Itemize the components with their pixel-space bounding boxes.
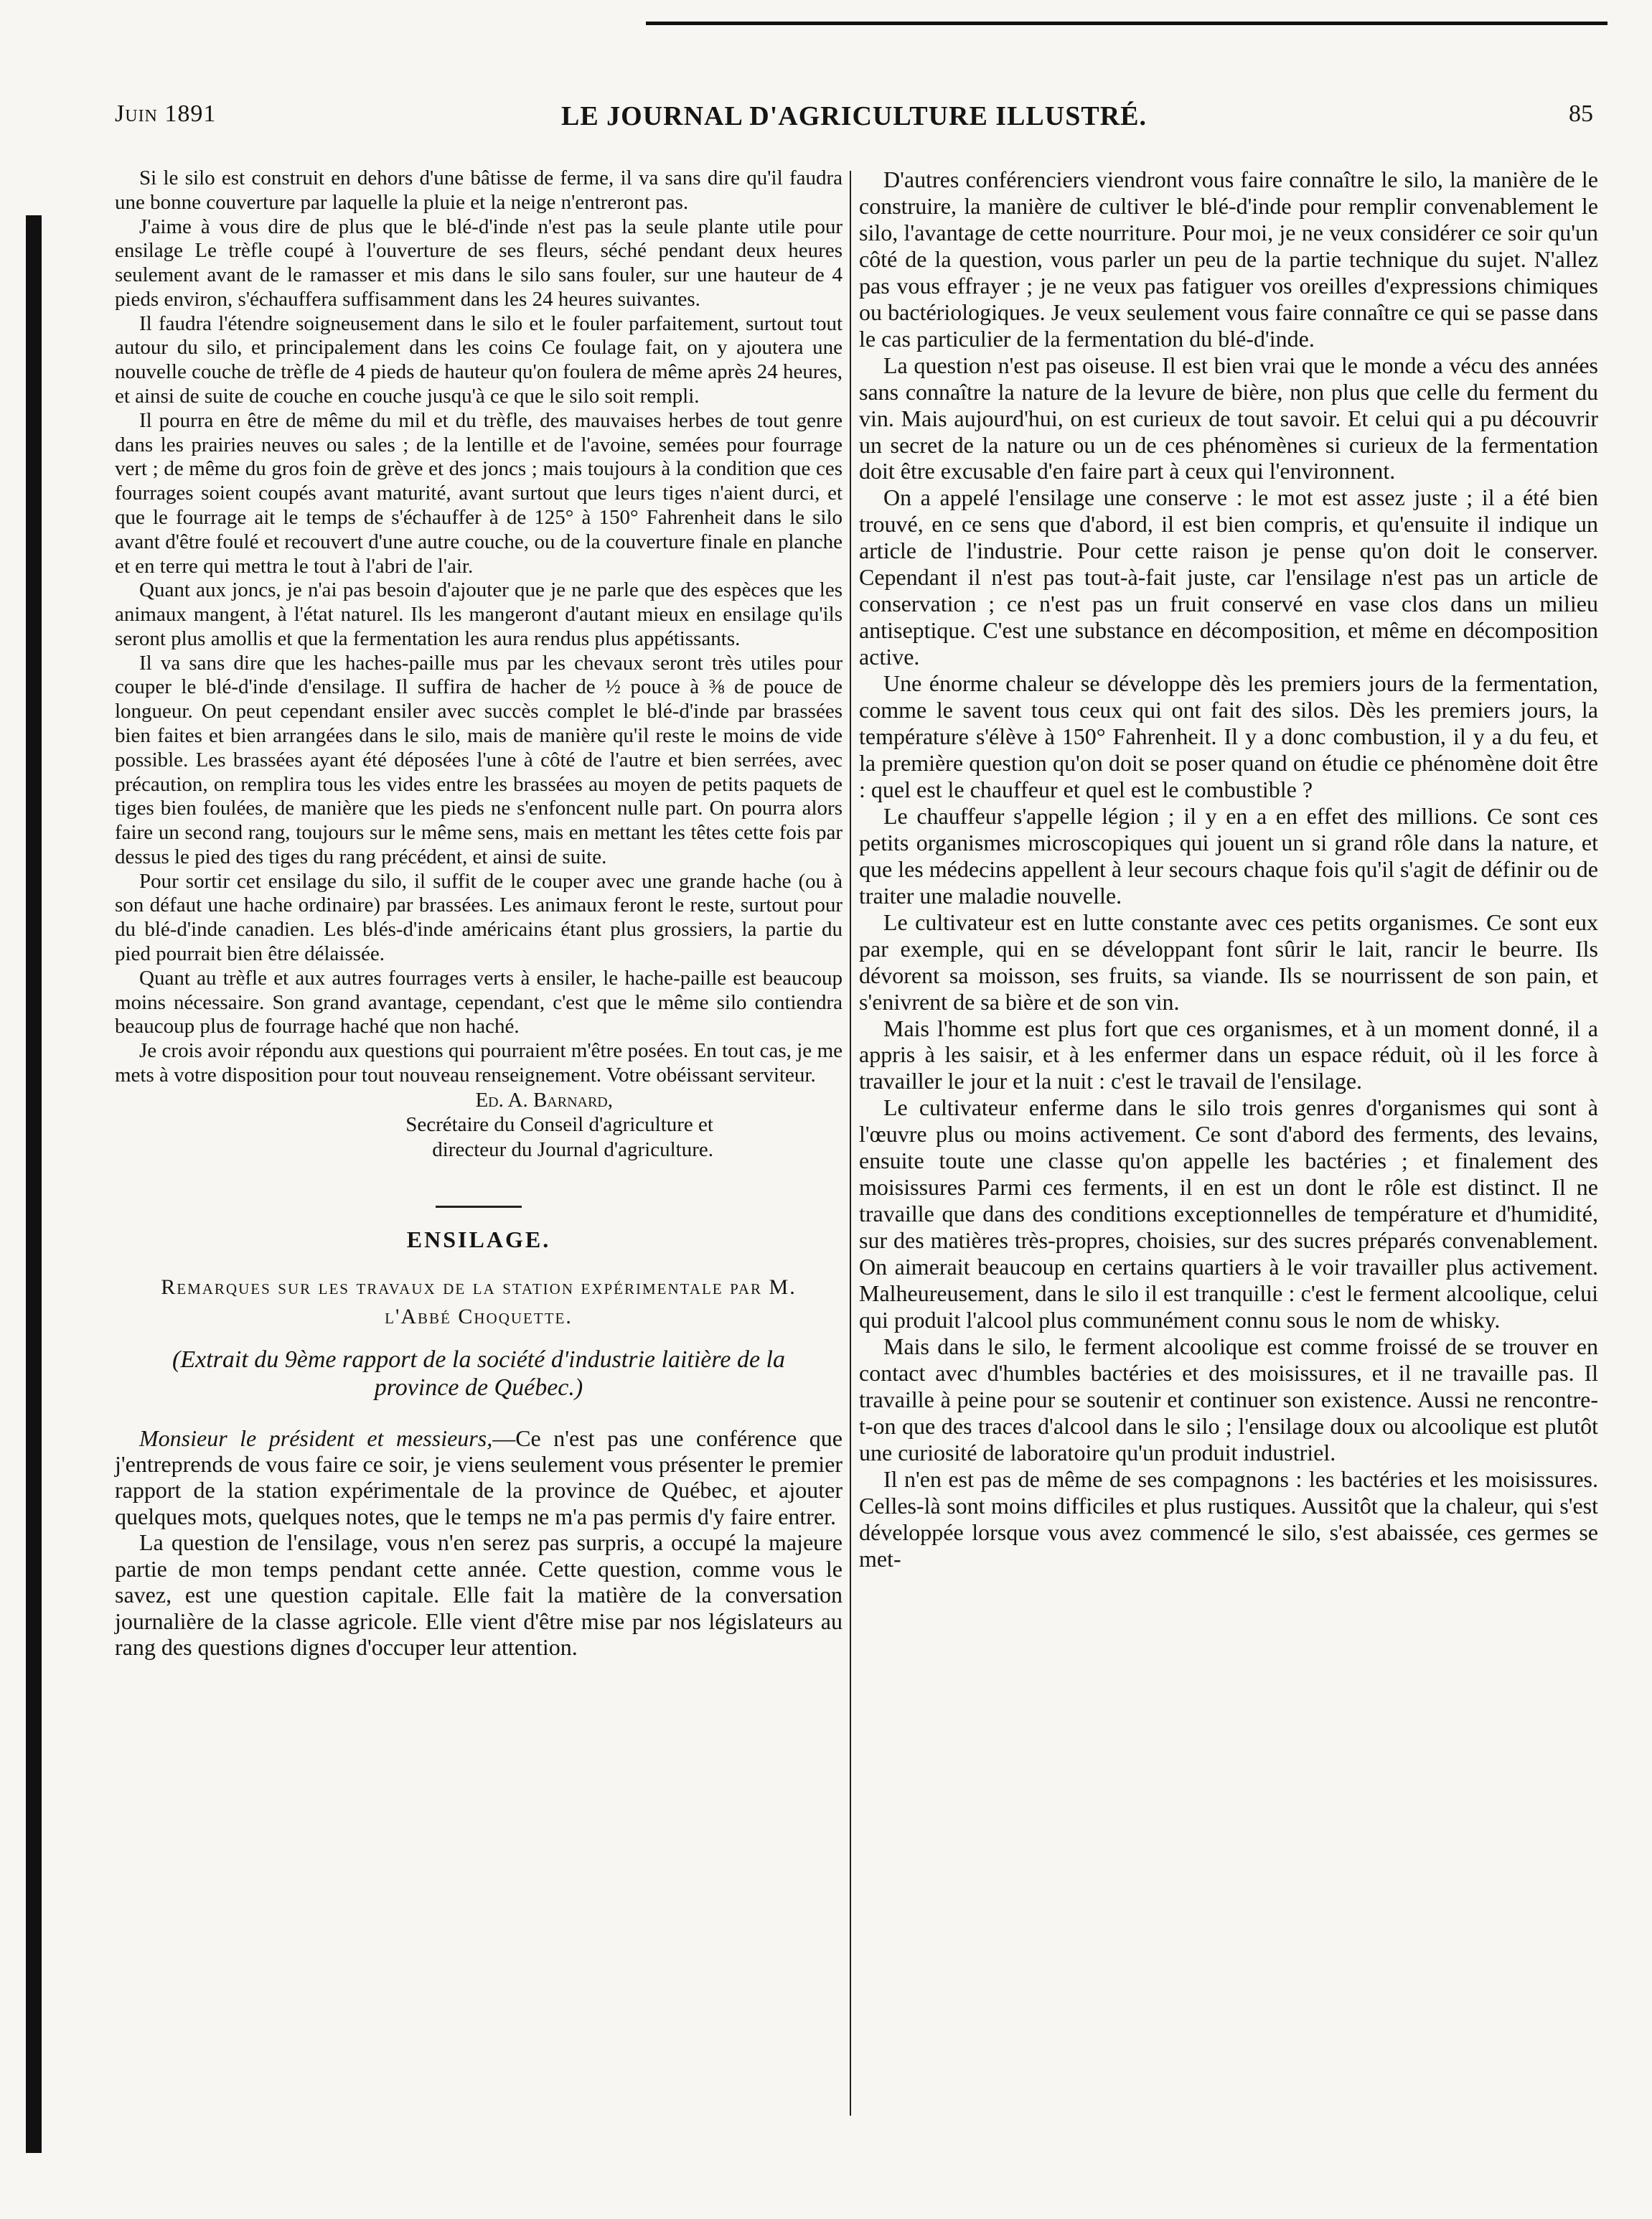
paragraph: Si le silo est construit en dehors d'une bâtisse de ferme, il va sans dire qu'il faudra une bonne couverture par laquelle la pluie et la neige n'entreront pas.	[115, 166, 843, 214]
signature-name: Ed. A. Barnard,	[475, 1088, 613, 1112]
paragraph: D'autres conférenciers viendront vous faire connaître le silo, la manière de le construire, la manière de cultiver le blé-d'inde pour remplir convenablement le silo, l'avantage de cette nourriture. Pour moi, je ne veux considérer ce soir qu'un côté de la question, vous parler un peu de la partie technique du sujet. N'allez pas vous effrayer ; je ne veux pas fatiguer vos oreilles d'expressions chimiques ou bactériologiques. Je veux seulement vous faire connaître ce qui se passe dans le cas particulier de la fermentation du blé-d'inde.	[859, 166, 1598, 352]
paragraph: Le cultivateur enferme dans le silo trois genres d'organismes qui sont à l'œuvre plus ou moins activement. Ce sont d'abord des ferments, des levains, ensuite toute une classe qu'on appelle les bactéries ; et finalement des moisissures Parmi ces ferments, il en est un dont le rôle est distinct. Il ne travaille que dans des conditions exceptionnelles de température et d'humidité, sur des matières très-propres, choisies, sur des sucres préparés convenablement. On aimerait beaucoup en certains quartiers à le voir travailler plus activement. Malheureusement, dans le silo il est tranquille : c'est le ferment alcoolique, celui qui produit l'alcool plus communément connu sous le nom de whisky.	[859, 1094, 1598, 1333]
paragraph: Quant au trèfle et aux autres fourrages verts à ensiler, le hache-paille est beaucoup moins nécessaire. Son grand avantage, cependant, c'est que le même silo contiendra beaucoup plus de fourrage haché que non haché.	[115, 966, 843, 1038]
paragraph: Il va sans dire que les haches-paille mus par les chevaux seront très utiles pour couper le blé-d'inde d'ensilage. Il suffira de hacher de ½ pouce à ⅜ de pouce de longueur. On peut cependant ensiler avec succès complet le blé-d'inde par brassées bien faites et bien arrangées dans le silo, mais de manière qu'il reste le moins de vide possible. Les brassées ayant été déposées l'une à côté de l'autre et bien serrées, avec précaution, on remplira tous les vides entre les brassées au moyen de petits paquets de tiges bien foulées, de manière que les pieds ne s'enfoncent nulle part. On pourra alors faire un second rang, toujours sur le même sens, mais en mettant les têtes cette fois par dessus le pied des tiges du rang précédent, et ainsi de suite.	[115, 651, 843, 868]
paragraph: Il faudra l'étendre soigneusement dans le silo et le fouler parfaitement, surtout tout autour du silo, et principalement dans les coins Ce foulage fait, on y ajoutera une nouvelle couche de trèfle de 4 pieds de hauteur qu'on foulera de même après 24 heures, et ainsi de suite de couche en couche jusqu'à ce que le silo soit rempli.	[115, 311, 843, 408]
salutation: Monsieur le président et messieurs,	[139, 1425, 493, 1451]
opening-paragraph	[115, 1425, 843, 1530]
paragraph: J'aime à vous dire de plus que le blé-d'inde n'est pas la seule plante utile pour ensilage Le trèfle coupé à l'ouverture de ses fleurs, séché pendant deux heures seulement avant de le ramasser et mis dans le silo sans fouler, sur une hauteur de 4 pieds environ, s'échauffera suffisamment dans les 24 heures suivantes.	[115, 215, 843, 311]
article-source: (Extrait du 9ème rapport de la société d'industrie laitière de la province de Québec.)	[172, 1346, 785, 1402]
top-rule	[646, 22, 1608, 25]
paragraph: Mais l'homme est plus fort que ces organismes, et à un moment donné, il a appris à les saisir, et à les enfermer dans un espace réduit, où il les force à travailler le jour et la nuit : c'est le travail de l'ensilage.	[859, 1015, 1598, 1094]
paragraph: La question de l'ensilage, vous n'en serez pas surpris, a occupé la majeure partie de mon temps pendant cette année. Cette question, comme vous le savez, est une question capitale. Elle fait la matière de la conversation journalière de la classe agricole. Elle vient d'être mise par nos législateurs au rang des questions dignes d'occuper leur attention.	[115, 1529, 843, 1661]
paragraph: Quant aux joncs, je n'ai pas besoin d'ajouter que je ne parle que des espèces que les animaux mangent, à l'état naturel. Ils les mangeront d'autant mieux en ensilage qu'ils seront plus amollis et que la fermentation les aura rendus plus appétissants.	[115, 578, 843, 650]
paragraph: Il n'en est pas de même de ses compagnons : les bactéries et les moisissures. Celles-là sont moins difficiles et plus rustiques. Aussitôt que la chaleur, qui s'est développée lorsque vous avez commencé le silo, s'est abaissée, ces germes se met-	[859, 1465, 1598, 1572]
section-title: ENSILAGE.	[406, 1226, 551, 1253]
column-divider	[850, 171, 851, 2116]
signature-block	[115, 1088, 843, 1163]
page-number: 85	[1569, 100, 1593, 127]
paragraph: On a appelé l'ensilage une conserve : le mot est assez juste ; il a été bien trouvé, en ce sens que d'abord, il est bien compris, et qu'ensuite il indique un article de l'industrie. Pour cette raison je pense qu'on doit le conserver. Cependant il n'est pas tout-à-fait juste, car l'ensilage n'est pas un article de conservation ; ce n'est pas un fruit conservé en vase clos dans un milieu antiseptique. C'est une substance en décomposition, et même en décomposition active.	[859, 484, 1598, 670]
paragraph: Une énorme chaleur se développe dès les premiers jours de la fermentation, comme le savent tous ceux qui ont fait des silos. Dès les premiers jours, la température s'élève à 150° Fahrenheit. Il y a donc combustion, il y a du feu, et la première question qu'on doit se poser quand on étudie ce phénomène doit être : quel est le chauffeur et quel est le combustible ?	[859, 670, 1598, 802]
signature-title-2: directeur du Journal d'agriculture.	[432, 1138, 713, 1162]
paragraph: Pour sortir cet ensilage du silo, il suffit de le couper avec une grande hache (ou à son défaut une hache ordinaire) par brassées. Les animaux feront le reste, surtout pour du blé-d'inde canadien. Les blés-d'inde américains étant plus grossiers, la partie du pied pourrait bien être délaissée.	[115, 869, 843, 965]
left-column	[115, 166, 843, 1661]
opening-text: —Ce n'est pas une conférence que j'entreprends de vous faire ce soir, je viens seulement vous présenter le premier rapport de la station expérimentale de la province de Québec, et ajouter quelques mots, quelques notes, que le temps ne m'a pas permis d'y faire entrer.	[115, 1425, 843, 1529]
signature-title: Secrétaire du Conseil d'agriculture et	[405, 1113, 713, 1137]
section-rule	[436, 1206, 522, 1208]
right-column	[859, 166, 1598, 1572]
journal-title: LE JOURNAL D'AGRICULTURE ILLUSTRÉ.	[560, 101, 1147, 131]
header-date: Juin 1891	[115, 100, 217, 127]
binding-edge	[26, 215, 42, 2153]
paragraph: La question n'est pas oiseuse. Il est bien vrai que le monde a vécu des années sans connaître la nature de la levure de bière, non plus que celle du ferment du vin. Mais aujourd'hui, on est curieux de tout savoir. Et celui qui a pu découvrir un secret de la nature ou un de ces phénomènes si curieux de la fermentation doit être excusable d'en faire part à ceux qui l'environnent.	[859, 352, 1598, 484]
paragraph: Le chauffeur s'appelle légion ; il y en a en effet des millions. Ce sont ces petits organismes microscopiques qui jouent un si grand rôle dans la nature, et que les médecins appellent à leur secours chaque fois qu'il s'agit de définir ou de traiter une maladie nouvelle.	[859, 802, 1598, 909]
article-subtitle: Remarques sur les travaux de la station expérimentale par M. l'Abbé Choquette.	[161, 1275, 797, 1328]
paragraph: Il pourra en être de même du mil et du trèfle, des mauvaises herbes de tout genre dans les prairies neuves ou sales ; de la lentille et de l'avoine, semées pour fourrage vert ; de même du gros foin de grève et des joncs ; mais toujours à la condition que ces fourrages soient coupés avant maturité, avant surtout que leurs tiges n'aient durci, et que le fourrage ait le temps de s'échauffer à de 125° à 150° Fahrenheit dans le silo avant d'être foulé et recouvert d'une autre couche, ou de la couverture finale en planche et en terre qui mettra le tout à l'abri de l'air.	[115, 408, 843, 578]
paragraph: Mais dans le silo, le ferment alcoolique est comme froissé de se trouver en contact avec d'humbles bactéries et des moisissures, et il ne travaille pas. Il travaille à peine pour se soutenir et continuer son existence. Aussi ne rencontre-t-on que des traces d'alcool dans le silo ; l'ensilage doux ou alcoolique est plutôt une curiosité de laboratoire qu'un produit industriel.	[859, 1333, 1598, 1465]
paragraph: Je crois avoir répondu aux questions qui pourraient m'être posées. En tout cas, je me mets à votre disposition pour tout nouveau renseignement. Votre obéissant serviteur.	[115, 1039, 843, 1087]
paragraph: Le cultivateur est en lutte constante avec ces petits organismes. Ce sont eux par exemple, qui en se développant font sûrir le lait, rancir le beurre. Ils dévorent sa moisson, ses fruits, sa viande. Ils se nourrissent de son pain, et s'enivrent de sa bière et de son vin.	[859, 909, 1598, 1015]
page-header	[115, 100, 1593, 144]
